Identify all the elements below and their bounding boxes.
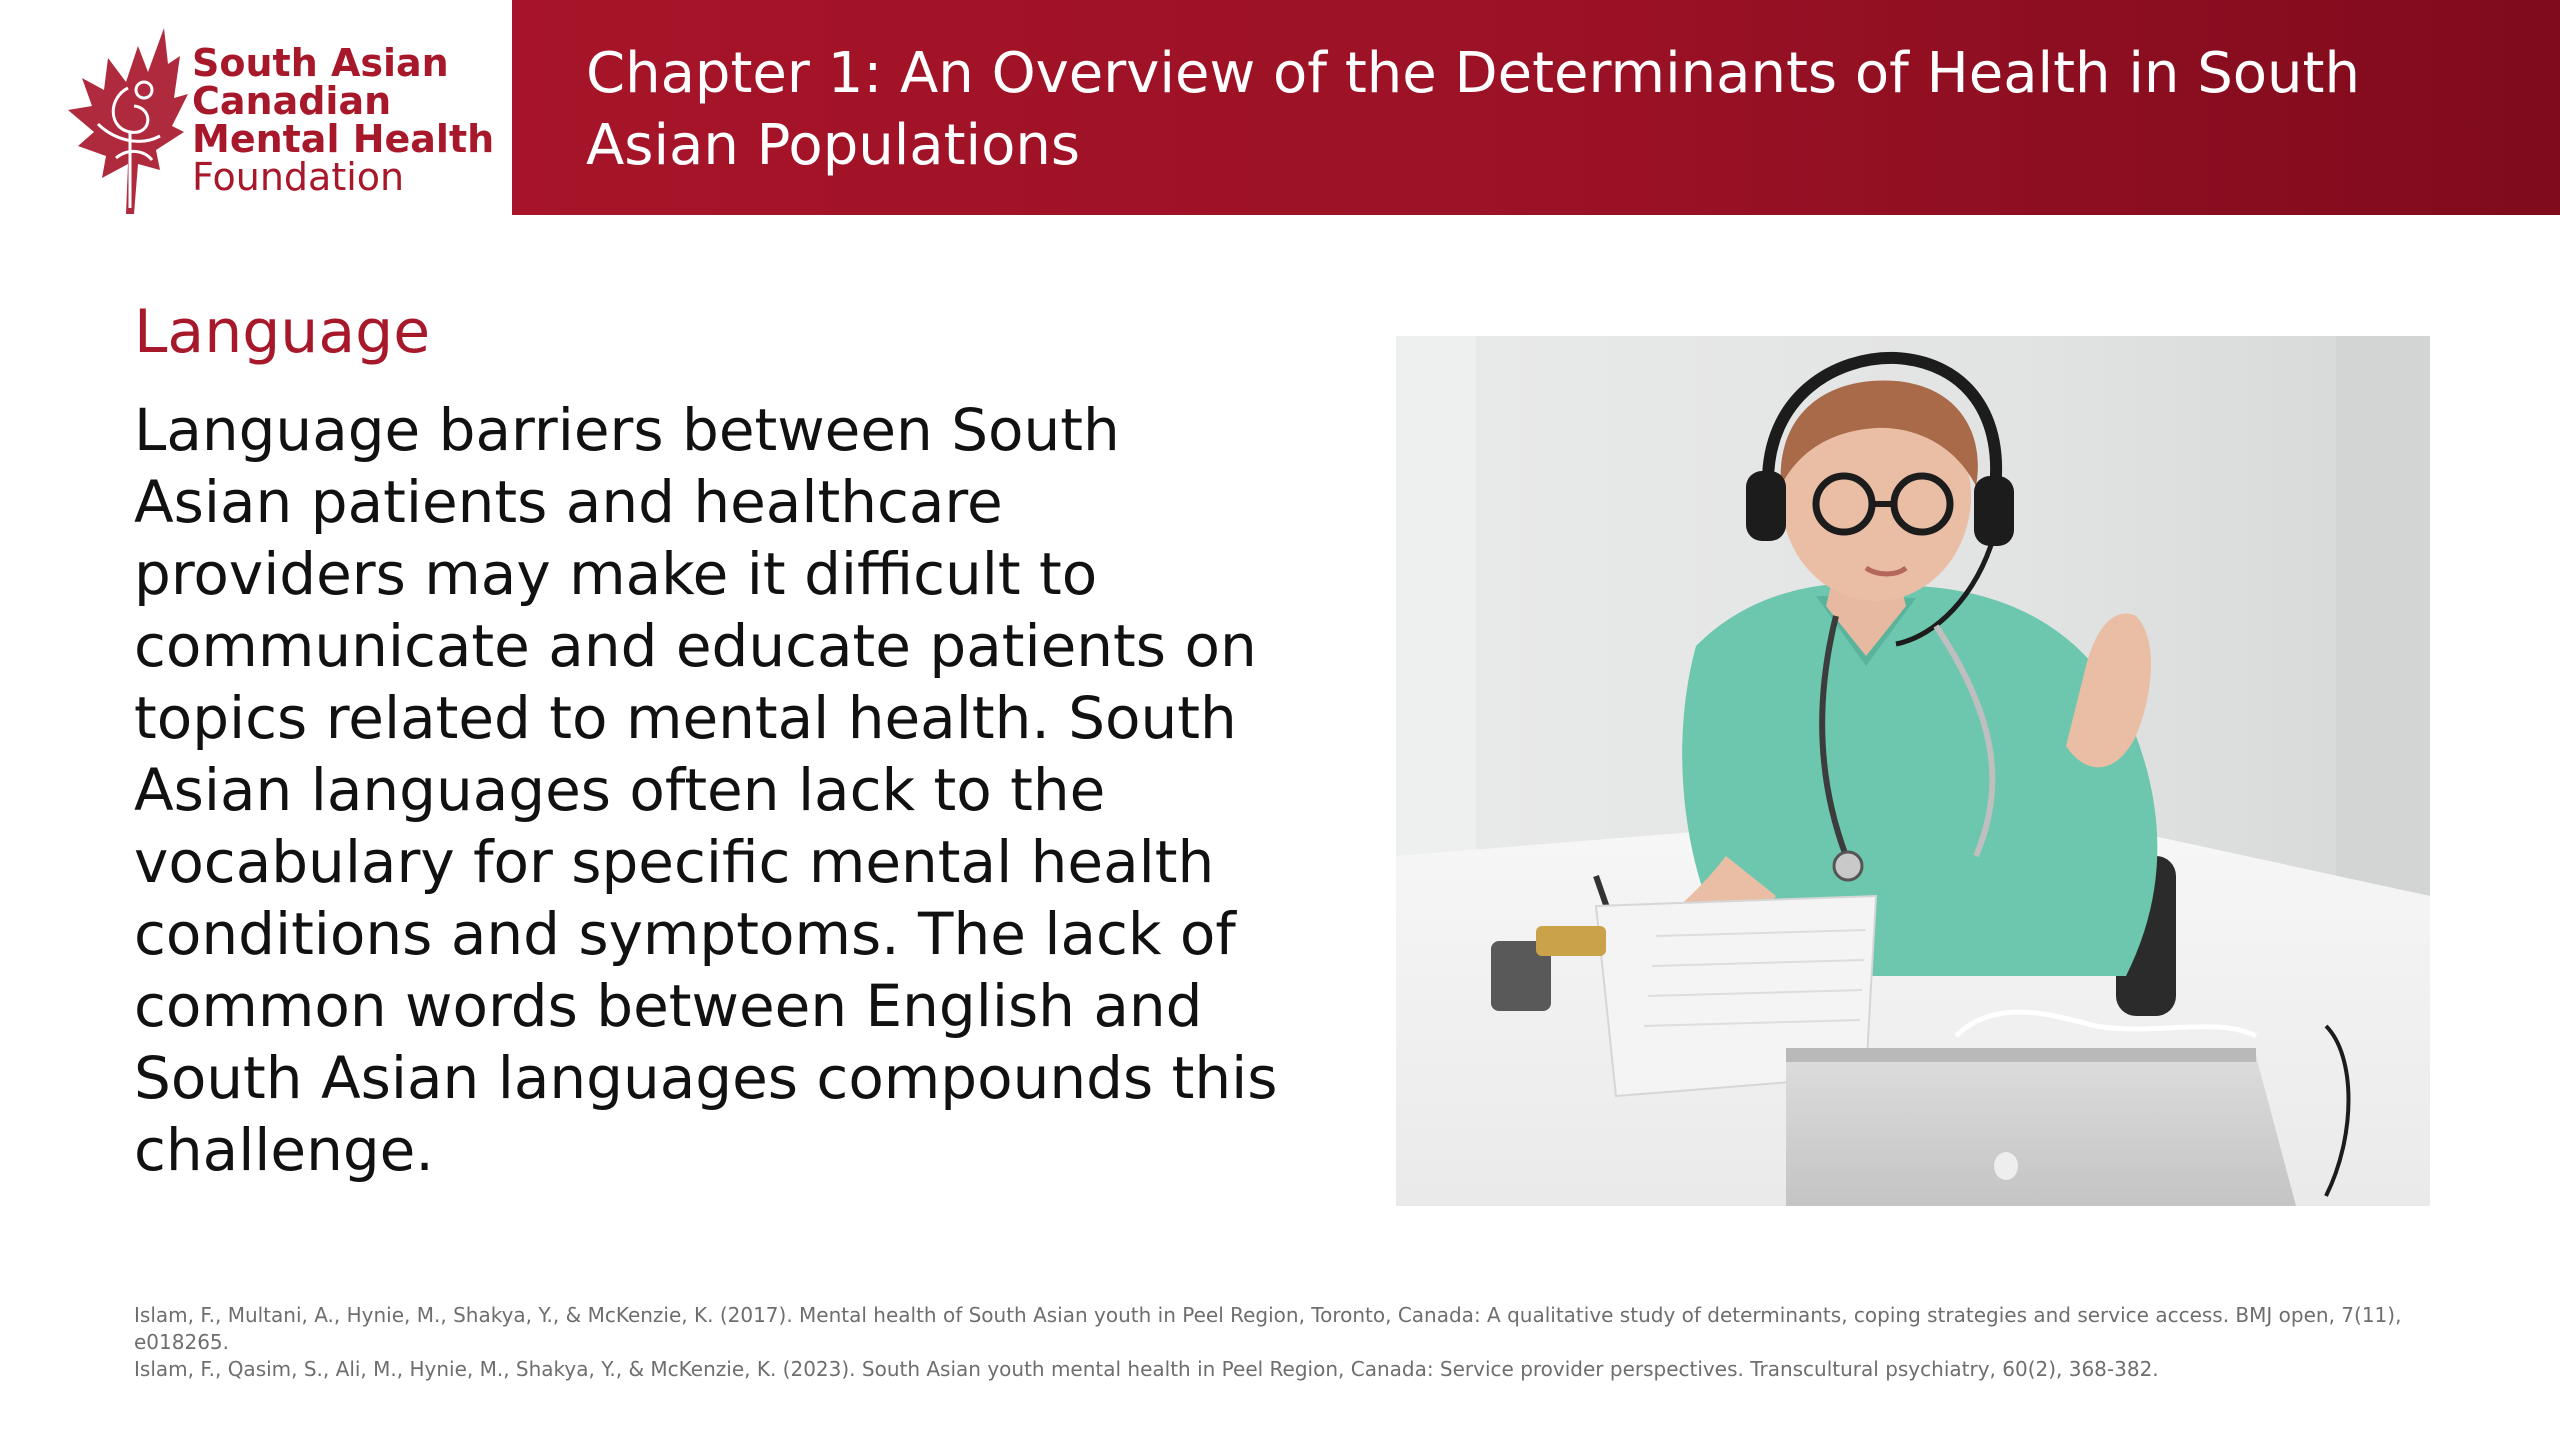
logo-line-2: Canadian (192, 79, 392, 123)
photo-doctor-with-headset (1396, 336, 2430, 1206)
logo-line-4: Foundation (192, 155, 405, 199)
photo-illustration (1396, 336, 2430, 1206)
reference-1: Islam, F., Multani, A., Hynie, M., Shakya, Y., & McKenzie, K. (2017). Mental health of South Asian youth in Peel Region, Toronto, Canada: A qualitative study of determinants, coping strategies and service access. BMJ open, 7(11), e018265. (134, 1303, 2402, 1354)
body-text: Language barriers between South Asian patients and healthcare providers may make it difficult to communicate and educate patients on topics related to mental health. South Asian languages often lack to the vocabulary for specific mental health conditions and symptoms. The lack of common words between English and South Asian languages compounds this challenge. (134, 396, 1278, 1184)
section-heading: Language (134, 297, 431, 367)
logo (0, 0, 512, 215)
maple-leaf-logo-icon (68, 28, 188, 214)
logo-wordmark (192, 41, 495, 199)
header-band (512, 0, 2560, 215)
references (134, 1302, 2434, 1383)
reference-2: Islam, F., Qasim, S., Ali, M., Hynie, M., Shakya, Y., & McKenzie, K. (2023). South Asian youth mental health in Peel Region, Canada: Service provider perspectives. Transcultural psychiatry, 60(2), 368-382. (134, 1357, 2159, 1381)
logo-line-3: Mental Health (192, 117, 495, 161)
chapter-title: Chapter 1: An Overview of the Determinants of Health in South Asian Populations (586, 41, 2360, 178)
logo-line-1: South Asian (192, 41, 449, 85)
